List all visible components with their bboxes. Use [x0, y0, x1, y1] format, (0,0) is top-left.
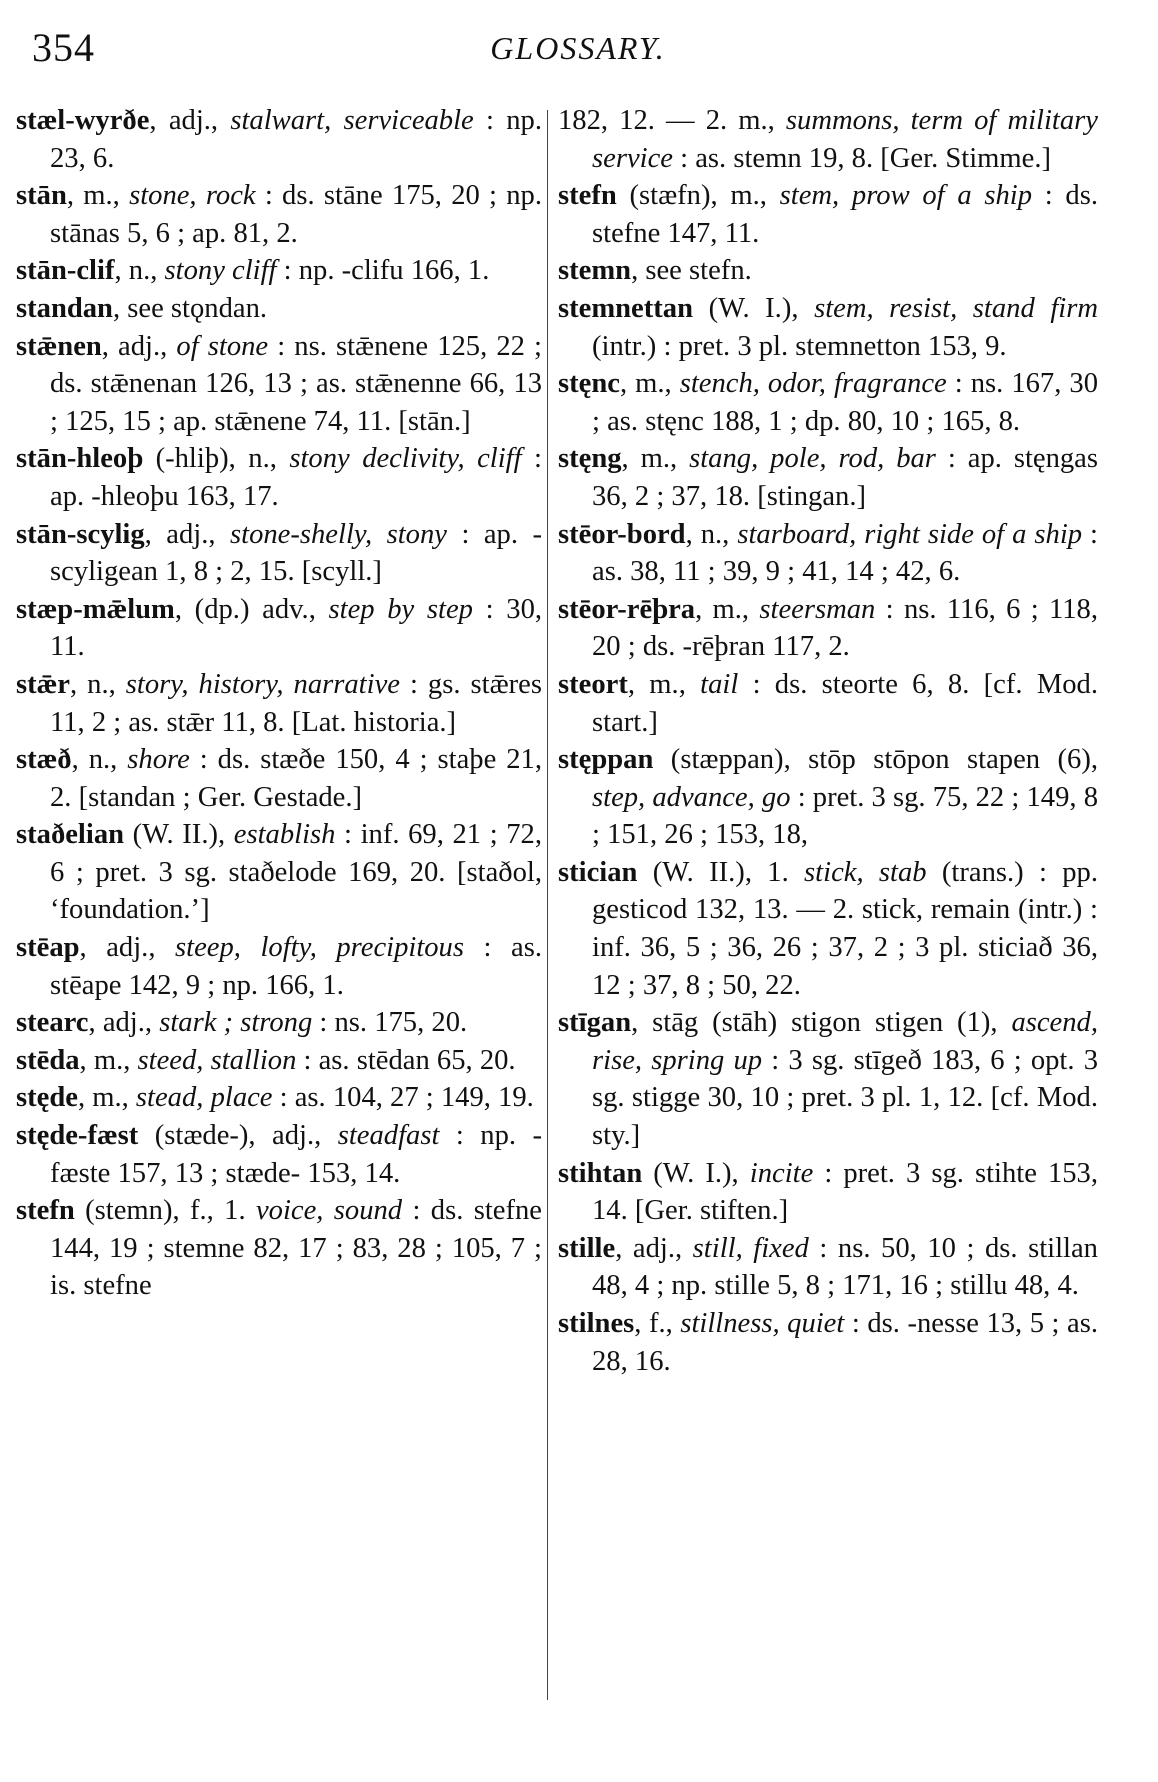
entry-definition: step, advance, go [592, 781, 791, 813]
entry-headword: stān-clif [16, 255, 115, 287]
entry-citations: : ns. 167, 30 ; as. stęnc 188, 1 ; dp. 80, 10 ; 165, 8. [592, 368, 1098, 437]
entry-headword: stihtan [558, 1157, 643, 1189]
glossary-entry [16, 516, 542, 591]
glossary-entry [558, 1155, 1098, 1230]
entry-definition: steed, stallion [137, 1044, 297, 1076]
entry-grammar: , adj., [79, 932, 176, 964]
glossary-entry [558, 1305, 1098, 1380]
entry-citations: : np. 23, 6. [50, 105, 543, 174]
glossary-entry [558, 365, 1098, 440]
entry-definition: voice, sound [255, 1195, 403, 1227]
column-divider [547, 110, 548, 1700]
entry-definition: starboard, right side of a ship [737, 518, 1083, 550]
page-number: 354 [32, 25, 95, 70]
entry-citations: : 3 sg. stīgeð 183, 6 ; opt. 3 sg. stigge 30, 10 ; pret. 3 pl. 1, 12. [cf. Mod. sty.] [592, 1044, 1098, 1152]
glossary-entry [16, 591, 542, 666]
right-column [558, 102, 1098, 1380]
entry-headword: stæl-wyrðe [16, 105, 150, 136]
entry-definition: stone, rock [129, 180, 256, 212]
entry-citations: : np. -fæste 157, 13 ; stæde- 153, 14. [50, 1120, 542, 1189]
entry-citations: : ns. 116, 6 ; 118, 20 ; ds. -rēþran 117, 2. [592, 593, 1098, 663]
entry-grammar: (W. II.), 1. [637, 856, 805, 888]
entry-headword: stæp-mǣlum [16, 593, 175, 625]
glossary-entry [558, 591, 1098, 666]
entry-grammar: , adj., [144, 518, 230, 550]
entry-grammar: , (dp.) adv., [174, 593, 329, 625]
entry-citations: : ds. -nesse 13, 5 ; as. 28, 16. [592, 1308, 1099, 1377]
entry-definition: stone-shelly, stony [230, 518, 447, 550]
glossary-entry [558, 1004, 1098, 1154]
glossary-entry [16, 252, 542, 290]
entry-grammar: , adj., [149, 105, 231, 136]
glossary-entry [16, 328, 542, 441]
entry-grammar: , n., [71, 744, 128, 776]
entry-definition: stem, prow of a ship [779, 180, 1033, 212]
entry-citations: : pret. 3 sg. stihte 153, 14. [Ger. stiften.] [592, 1157, 1099, 1227]
entry-citations: (intr.) : pret. 3 pl. stemnetton 153, 9. [592, 330, 1007, 362]
entry-grammar: , m., [619, 368, 680, 400]
entry-headword: stefn [16, 1195, 75, 1227]
entry-definition: shore [127, 744, 190, 776]
entry-definition: stillness, quiet [680, 1308, 845, 1339]
entry-headword: steort [558, 668, 628, 700]
entry-headword: stilnes [558, 1308, 635, 1339]
entry-headword: stęng [558, 443, 622, 475]
entry-grammar: (stemn), f., 1. [74, 1195, 256, 1227]
glossary-entry [558, 290, 1098, 365]
entry-grammar: , see [631, 255, 690, 287]
entry-grammar: , n., [70, 668, 126, 700]
glossary-entry [558, 741, 1098, 854]
entry-definition: stang, pole, rod, bar [689, 443, 936, 475]
entry-headword: stemnettan [558, 292, 693, 324]
entry-grammar: (W. II.), [124, 819, 234, 851]
entry-headword: stīgan [558, 1007, 632, 1039]
entry-grammar: , n., [114, 255, 165, 287]
glossary-entry [558, 252, 1098, 290]
glossary-entry [16, 1004, 542, 1042]
entry-definition: steep, lofty, precipitous [175, 932, 464, 964]
glossary-entry [16, 1117, 542, 1192]
entry-headword: staðelian [16, 819, 125, 851]
entry-citations: : pret. 3 sg. 75, 22 ; 149, 8 ; 151, 26 ; 153, 18, [592, 781, 1098, 851]
entry-grammar: , f., [634, 1308, 681, 1339]
entry-headword: stęnc [558, 368, 620, 400]
entry-citations: : ns. 175, 20. [312, 1007, 468, 1039]
entry-headword: stearc [16, 1007, 89, 1039]
entry-grammar: , m., [621, 443, 690, 475]
glossary-entry [16, 741, 542, 816]
entry-citations: : np. -clifu 166, 1. [276, 255, 490, 287]
glossary-entry [16, 1192, 542, 1305]
entry-definition: stead, place [135, 1082, 273, 1114]
glossary-entry [16, 290, 542, 328]
entry-citations: stǫndan. [170, 292, 268, 324]
entry-definition: incite [749, 1157, 814, 1189]
entry-headword: stān-scylig [16, 518, 145, 550]
glossary-entry [558, 440, 1098, 515]
entry-headword: standan [16, 292, 113, 324]
glossary-entry [16, 816, 542, 929]
entry-headword: stician [558, 856, 638, 888]
entry-citations: : gs. stǣres 11, 2 ; as. stǣr 11, 8. [Lat. historia.] [50, 668, 542, 738]
entry-headword: stǣr [16, 668, 70, 700]
entry-citations: : ds. stæðe 150, 4 ; staþe 21, 2. [standan ; Ger. Gestade.] [50, 744, 542, 813]
entry-grammar: (W. I.), [693, 292, 815, 324]
entry-citations: : ap. stęngas 36, 2 ; 37, 18. [stingan.] [592, 443, 1099, 512]
entry-citations: : ns. stǣnene 125, 22 ; ds. stǣnenan 126, 13 ; as. stǣnenne 66, 13 ; 125, 15 ; ap. stǣnene 74, 11. [stān.] [50, 330, 543, 437]
entry-definition: stark ; strong [159, 1007, 313, 1039]
entry-definition: stem, resist, stand firm [814, 292, 1098, 324]
glossary-entry [16, 929, 542, 1004]
entry-definition: stench, odor, fragrance [679, 368, 947, 400]
entry-definition: still, fixed [692, 1232, 809, 1264]
entry-citations: : ds. stefne 147, 11. [592, 180, 1098, 249]
entry-grammar: , stāg (stāh) stigon stigen (1), [631, 1007, 1012, 1039]
entry-citations: : ds. stefne 144, 19 ; stemne 82, 17 ; 83, 28 ; 105, 7 ; is. stefne [50, 1195, 542, 1302]
running-title: GLOSSARY. [490, 30, 666, 66]
glossary-entry [16, 666, 542, 741]
entry-definition: stony declivity, cliff [289, 443, 522, 475]
glossary-entry [558, 666, 1098, 741]
entry-headword: stēor-rēþra [558, 593, 696, 625]
entry-grammar: , adj., [101, 330, 177, 362]
entry-citations: stefn. [689, 255, 752, 287]
entry-citations: : ds. steorte 6, 8. [cf. Mod. start.] [592, 668, 1099, 738]
entry-citations: : inf. 69, 21 ; 72, 6 ; pret. 3 sg. staðelode 169, 20. [staðol, ‘foundation.’] [50, 819, 542, 926]
entry-headword: stęppan [558, 744, 654, 776]
glossary-entry [558, 1230, 1098, 1305]
entry-headword: stęde [16, 1082, 78, 1114]
glossary-entry [16, 1042, 542, 1080]
entry-grammar: (stæfn), m., [616, 180, 780, 212]
entry-definition: stick, stab [804, 856, 927, 888]
entry-definition: of stone [176, 330, 269, 362]
glossary-entry [558, 102, 1098, 177]
entry-grammar: , adj., [615, 1232, 693, 1264]
entry-citations: : as. stēape 142, 9 ; np. 166, 1. [50, 932, 542, 1001]
entry-definition: step by step [328, 593, 473, 625]
entry-grammar: , m., [695, 593, 760, 625]
entry-definition: story, history, narrative [125, 668, 400, 700]
entry-definition: establish [233, 819, 336, 851]
entry-citations: : 30, 11. [50, 593, 543, 663]
page-header [28, 18, 1128, 78]
entry-headword: stefn [558, 180, 617, 212]
glossary-entry [558, 854, 1098, 1004]
entry-citations: : ap. -scyligean 1, 8 ; 2, 15. [scyll.] [50, 518, 542, 588]
entry-citations: : as. stēdan 65, 20. [296, 1044, 516, 1076]
entry-definition: ascend, rise, spring up [592, 1007, 1098, 1076]
glossary-entry [16, 440, 542, 515]
entry-headword: stille [558, 1232, 616, 1264]
entry-grammar: (stæde-), adj., [138, 1120, 338, 1152]
entry-citations: : ns. 50, 10 ; ds. stillan 48, 4 ; np. stille 5, 8 ; 171, 16 ; stillu 48, 4. [592, 1232, 1098, 1302]
entry-definition: stalwart, serviceable [230, 105, 474, 136]
glossary-entry [16, 102, 542, 177]
entry-grammar: , m., [77, 1082, 136, 1114]
entry-headword: stān-hleoþ [16, 443, 144, 475]
glossary-entry [16, 177, 542, 252]
entry-grammar: , m., [79, 1044, 138, 1076]
entry-definition: stony cliff [164, 255, 277, 287]
entry-grammar: , n., [685, 518, 738, 550]
entry-headword: stæð [16, 744, 72, 776]
entry-grammar: , m., [66, 180, 130, 212]
entry-grammar: (W. I.), [642, 1157, 750, 1189]
glossary-entry [558, 177, 1098, 252]
entry-headword: stęde-fæst [16, 1120, 139, 1152]
left-column [16, 102, 542, 1305]
entry-headword: stemn [558, 255, 632, 287]
glossary-entry [558, 516, 1098, 591]
entry-citations: : ap. -hleoþu 163, 17. [50, 443, 542, 512]
entry-headword: stēor-bord [558, 518, 686, 550]
entry-grammar: (stæppan), stōp stōpon stapen (6), [653, 744, 1098, 776]
entry-headword: stēap [16, 932, 80, 964]
entry-definition: steersman [759, 593, 876, 625]
entry-grammar: 182, 12. — 2. m., [558, 105, 786, 136]
entry-citations: : as. 38, 11 ; 39, 9 ; 41, 14 ; 42, 6. [592, 518, 1098, 588]
entry-definition: steadfast [337, 1120, 440, 1152]
entry-citations: : as. stemn 19, 8. [Ger. Stimme.] [672, 142, 1051, 174]
entry-headword: stān [16, 180, 67, 212]
entry-citations: (trans.) : pp. gesticod 132, 13. — 2. stick, remain (intr.) : inf. 36, 5 ; 36, 26 ; 37, 2 ; 3 pl. sticiað 36, 12 ; 37, 8 ; 50, 22. [592, 856, 1098, 1001]
entry-citations: : as. 104, 27 ; 149, 19. [272, 1082, 534, 1114]
entry-grammar: (-hliþ), n., [143, 443, 290, 475]
entry-definition: summons, term of military service [592, 105, 1098, 174]
entry-grammar: , see [112, 292, 171, 324]
entry-grammar: , adj., [88, 1007, 160, 1039]
entry-grammar: , m., [627, 668, 701, 700]
glossary-entry [16, 1079, 542, 1117]
entry-headword: stǣnen [16, 330, 102, 362]
entry-headword: stēda [16, 1044, 80, 1076]
entry-citations: : ds. stāne 175, 20 ; np. stānas 5, 6 ; ap. 81, 2. [50, 180, 542, 249]
entry-definition: tail [700, 668, 739, 700]
